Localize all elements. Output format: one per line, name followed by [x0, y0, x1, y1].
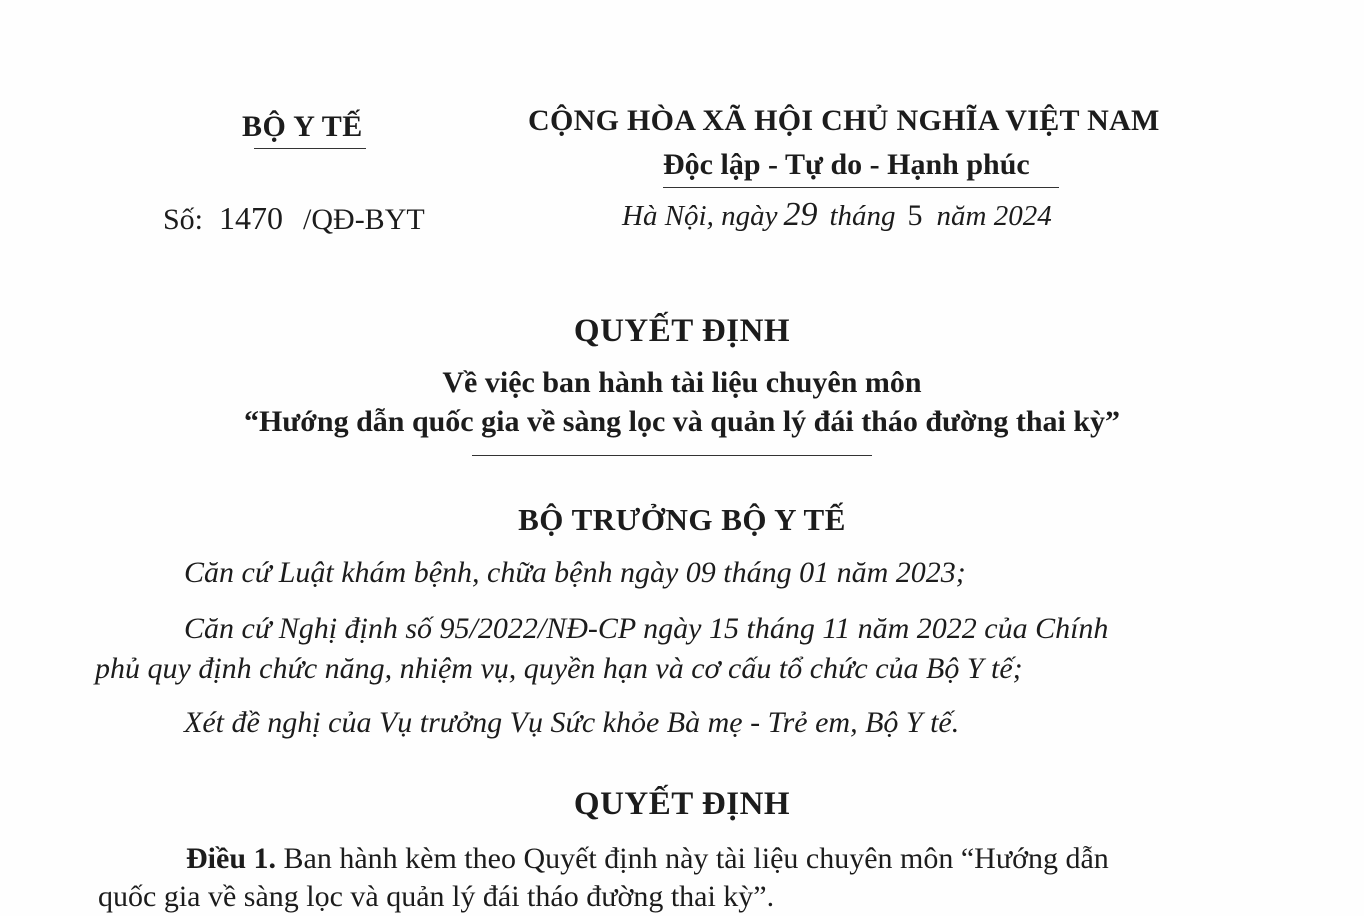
date-month-label: tháng: [829, 200, 896, 232]
issuing-ministry: BỘ Y TẾ: [242, 110, 363, 143]
article-1-continuation: quốc gia về sàng lọc và quản lý đái tháo đường thai kỳ”.: [98, 880, 775, 913]
document-date: [622, 196, 1052, 234]
national-title: CỘNG HÒA XÃ HỘI CHỦ NGHĨA VIỆT NAM: [528, 104, 1160, 137]
date-month: 5: [907, 199, 923, 232]
legal-basis-2-line-1: Căn cứ Nghị định số 95/2022/NĐ-CP ngày 15 tháng 11 năm 2022 của Chính: [184, 612, 1109, 645]
article-1-text: Ban hành kèm theo Quyết định này tài liệu chuyên môn “Hướng dẫn: [283, 842, 1109, 875]
subject-line-1: Về việc ban hành tài liệu chuyên môn: [442, 366, 922, 399]
authority-heading: BỘ TRƯỞNG BỘ Y TẾ: [518, 502, 846, 537]
date-prefix: Hà Nội, ngày: [622, 200, 778, 232]
legal-basis-1: Căn cứ Luật khám bệnh, chữa bệnh ngày 09 tháng 01 năm 2023;: [184, 556, 966, 589]
article-1-label: Điều 1.: [186, 842, 276, 875]
article-1: [186, 842, 1109, 876]
number-prefix: Số:: [163, 203, 204, 236]
subject-line-2: “Hướng dẫn quốc gia về sàng lọc và quản lý đái tháo đường thai kỳ”: [243, 405, 1121, 438]
subject-underline: [472, 455, 872, 456]
decision-section-heading: QUYẾT ĐỊNH: [573, 786, 791, 822]
ministry-underline: [254, 148, 366, 149]
legal-basis-2-line-2: phủ quy định chức năng, nhiệm vụ, quyền hạn và cơ cấu tổ chức của Bộ Y tế;: [95, 652, 1023, 685]
document-number: [163, 200, 425, 237]
date-day: 29: [783, 196, 818, 233]
date-year: năm 2024: [936, 200, 1052, 232]
motto-underline: [663, 187, 1059, 188]
national-motto: Độc lập - Tự do - Hạnh phúc: [663, 148, 1030, 181]
decision-heading: QUYẾT ĐỊNH: [573, 313, 791, 349]
number-suffix: /QĐ-BYT: [303, 203, 425, 236]
proposal-basis: Xét đề nghị của Vụ trưởng Vụ Sức khỏe Bà mẹ - Trẻ em, Bộ Y tế.: [184, 706, 960, 739]
number-value: 1470: [219, 200, 284, 236]
